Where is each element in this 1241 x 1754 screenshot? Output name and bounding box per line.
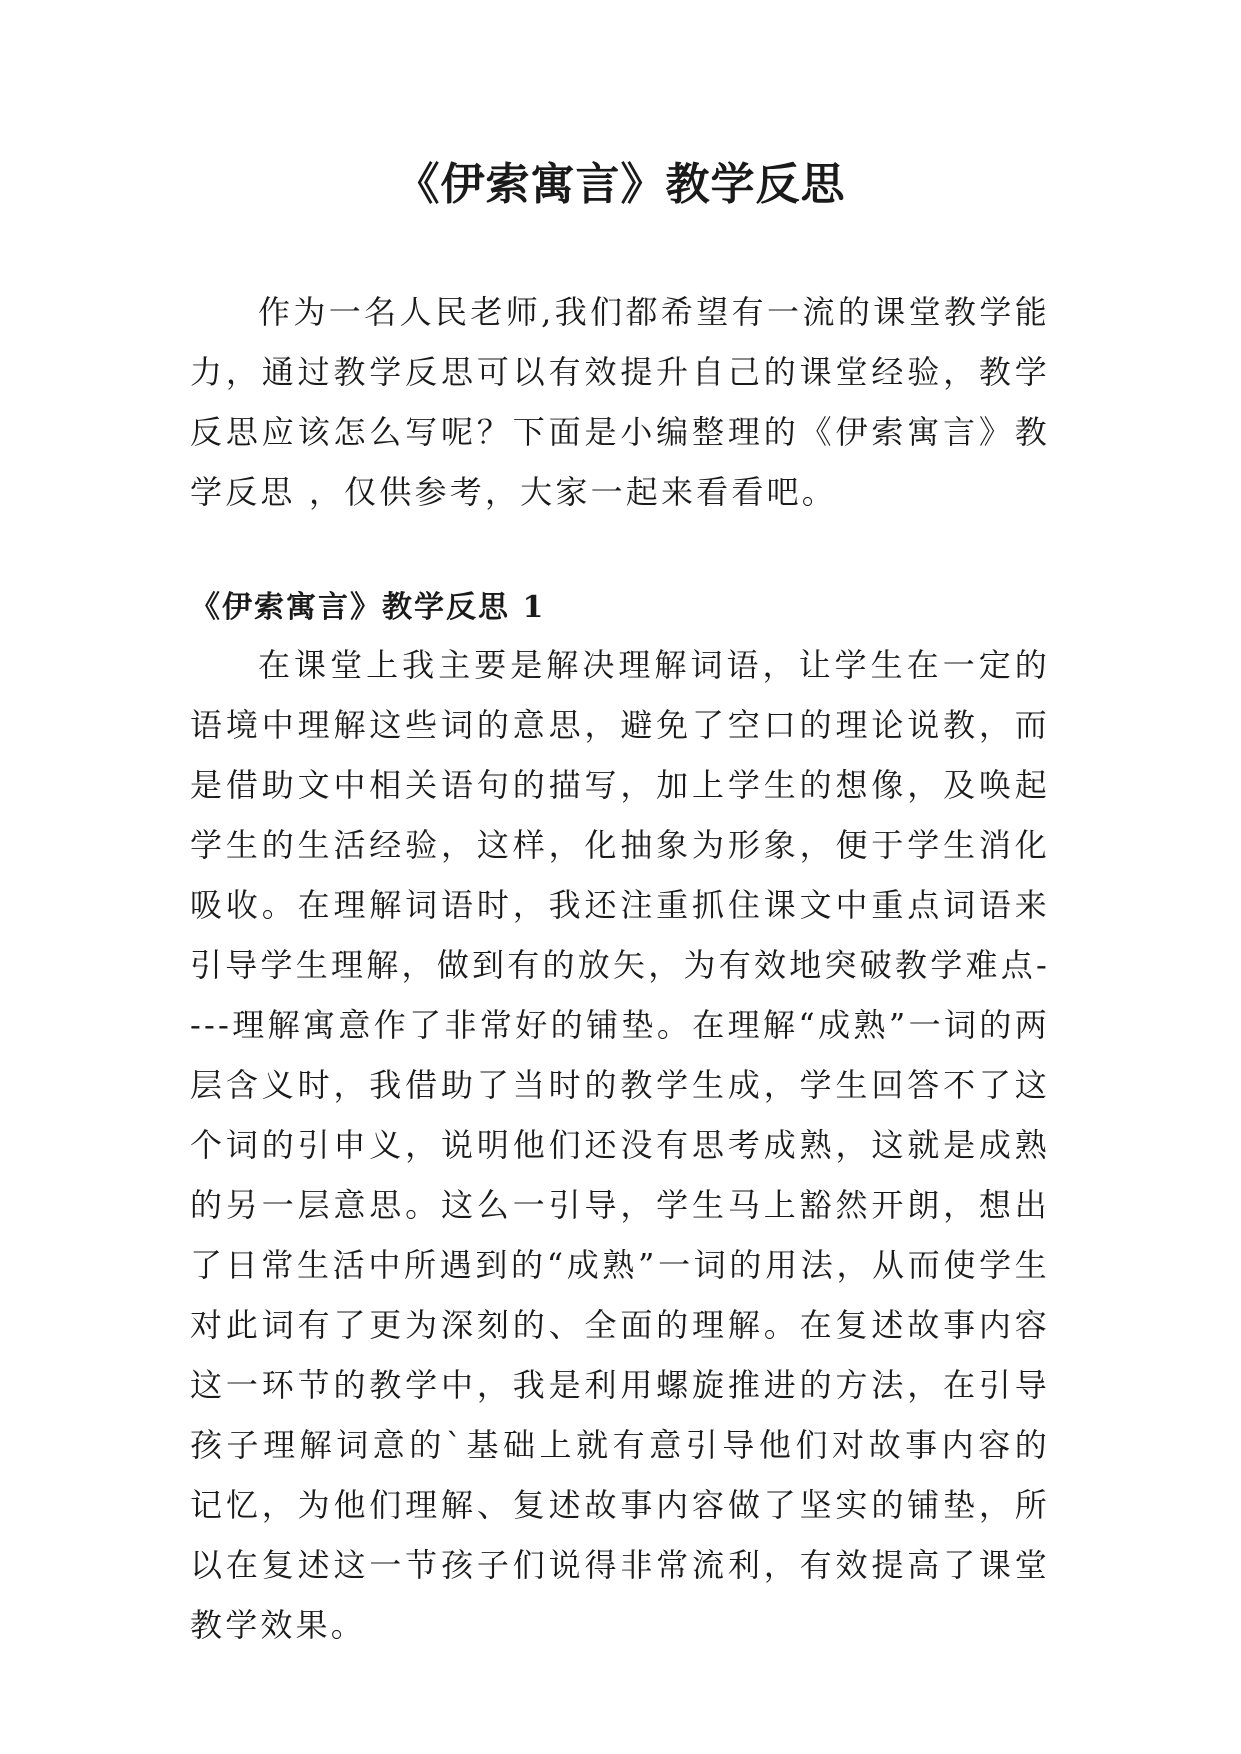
intro-paragraph: 作为一名人民老师,我们都希望有一流的课堂教学能力，通过教学反思可以有效提升自己的课堂经验，教学反思应该怎么写呢？下面是小编整理的《伊索寓言》教学反思 ，仅供参考，大家一起来看看吧。	[190, 293, 1050, 511]
section-paragraph: 在课堂上我主要是解决理解词语，让学生在一定的语境中理解这些词的意思，避免了空口的理论说教，而是借助文中相关语句的描写，加上学生的想像，及唤起学生的生活经验，这样，化抽象为形象，便于学生消化吸收。在理解词语时，我还注重抓住课文中重点词语来引导学生理解，做到有的放矢，为有效地突破教学难点----理解寓意作了非常好的铺垫。在理解“成熟”一词的两层含义时，我借助了当时的教学生成，学生回答不了这个词的引申义，说明他们还没有思考成熟，这就是成熟的另一层意思。这么一引导，学生马上豁然开朗，想出了日常生活中所遇到的“成熟”一词的用法，从而使学生对此词有了更为深刻的、全面的理解。在复述故事内容这一环节的教学中，我是利用螺旋推进的方法，在引导孩子理解词意的`基础上就有意引导他们对故事内容的记忆，为他们理解、复述故事内容做了坚实的铺垫，所以在复述这一节孩子们说得非常流利，有效提高了课堂教学效果。	[190, 646, 1050, 1644]
section-heading: 《伊索寓言》教学反思 1	[190, 590, 546, 625]
document-title: 《伊索寓言》教学反思	[395, 159, 846, 210]
